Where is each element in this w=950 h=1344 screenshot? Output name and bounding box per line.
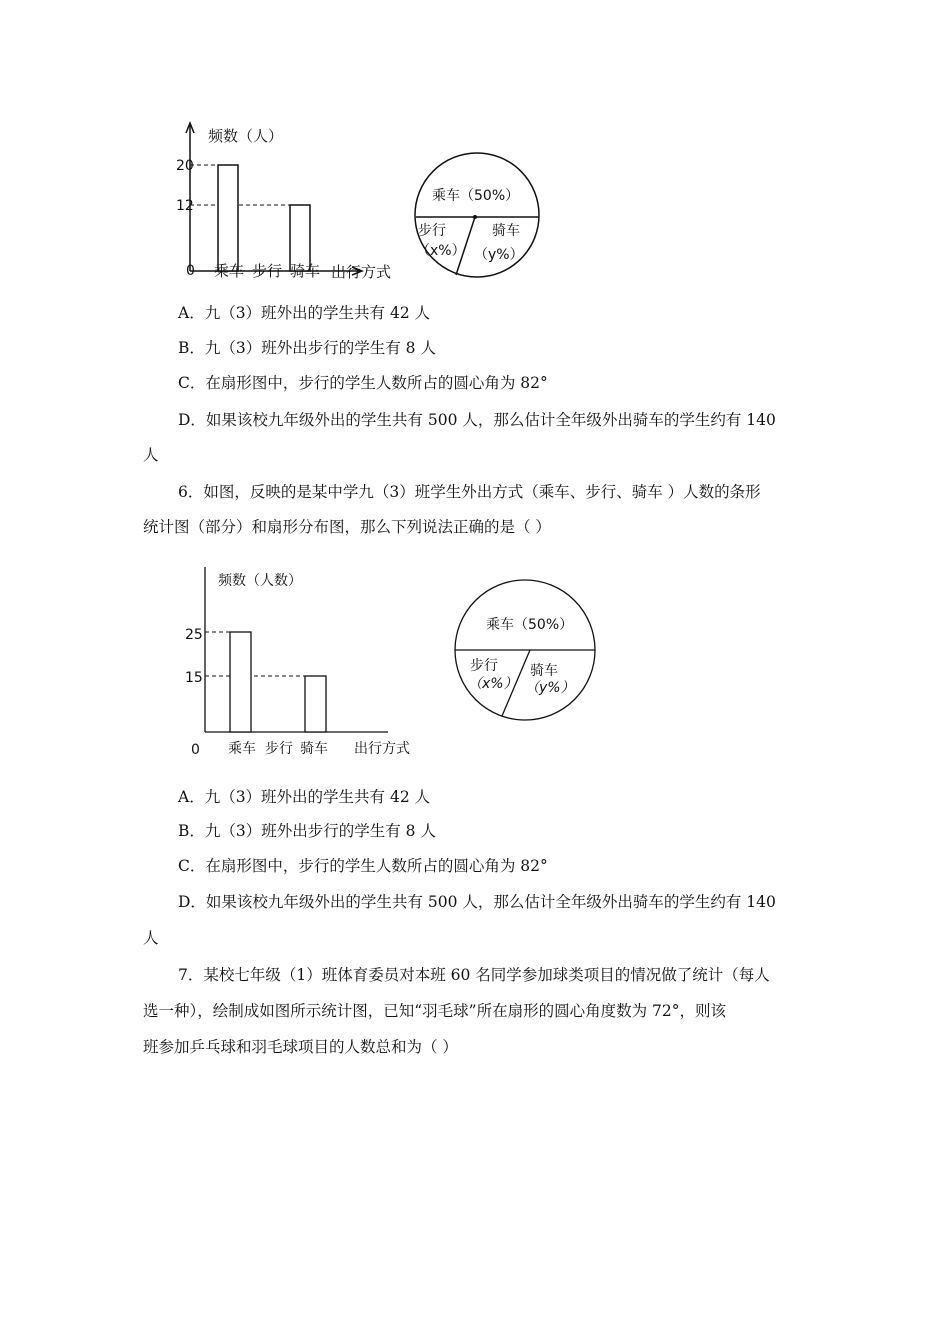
figure1-pie-chart xyxy=(410,145,550,285)
y-tick-25: 25 xyxy=(185,627,203,643)
option-b-2: B．九（3）班外出步行的学生有 8 人 xyxy=(178,822,436,840)
origin-label: 0 xyxy=(191,742,200,758)
figure2-pie-chart xyxy=(450,575,610,735)
y-axis-label: 频数（人数） xyxy=(218,573,302,589)
bar-ride xyxy=(230,632,251,732)
pie-bike-name: 骑车 xyxy=(530,663,558,679)
figure2-bar-chart xyxy=(180,565,430,765)
option-a-2: A．九（3）班外出的学生共有 42 人 xyxy=(178,788,431,806)
pie-ride-label: 乘车（50%） xyxy=(432,188,520,204)
pie-walk-name: 步行 xyxy=(470,658,498,674)
x-cat-ride: 乘车 xyxy=(214,262,245,280)
q7-line2: 选一种），绘制成如图所示统计图，已知“羽毛球”所在扇形的圆心角度数为 72°，则该 xyxy=(143,1002,727,1020)
option-a-1: A．九（3）班外出的学生共有 42 人 xyxy=(178,304,431,322)
x-cat-walk: 步行 xyxy=(252,262,283,280)
option-d-2: D．如果该校九年级外出的学生共有 500 人，那么估计全年级外出骑车的学生约有 140 xyxy=(178,893,776,911)
y-tick-15: 15 xyxy=(185,670,203,686)
y-tick-20: 20 xyxy=(176,158,194,174)
origin-label: 0 xyxy=(186,263,195,279)
q6-line2: 统计图（部分）和扇形分布图，那么下列说法正确的是（ ） xyxy=(143,518,551,536)
q7-line3: 班参加乒乓球和羽毛球项目的人数总和为（ ） xyxy=(143,1038,458,1056)
x-cat-bike: 骑车 xyxy=(290,262,321,280)
x-cat-ride: 乘车 xyxy=(228,741,256,757)
option-c-1: C．在扇形图中，步行的学生人数所占的圆心角为 82° xyxy=(178,374,548,392)
option-d-1-cont: 人 xyxy=(143,446,159,464)
pie-ride-label: 乘车（50%） xyxy=(486,617,574,633)
option-d-1: D．如果该校九年级外出的学生共有 500 人，那么估计全年级外出骑车的学生约有 140 xyxy=(178,411,776,429)
pie-bike-pct: （y%） xyxy=(525,680,575,696)
x-axis-label: 出行方式 xyxy=(354,741,410,757)
x-axis-label: 出行方式 xyxy=(331,263,392,281)
q7-line1: 7．某校七年级（1）班体育委员对本班 60 名同学参加球类项目的情况做了统计（每人 xyxy=(178,966,770,984)
x-cat-bike: 骑车 xyxy=(300,741,328,757)
figure1-bar-chart xyxy=(160,115,410,285)
q6-line1: 6．如图，反映的是某中学九（3）班学生外出方式（乘车、步行、骑车 ）人数的条形 xyxy=(178,483,761,501)
option-c-2: C．在扇形图中，步行的学生人数所占的圆心角为 82° xyxy=(178,857,548,875)
x-cat-walk: 步行 xyxy=(265,741,293,757)
pie-walk-pct: （x%） xyxy=(468,676,518,692)
bar-ride xyxy=(218,165,238,271)
option-b-1: B．九（3）班外出步行的学生有 8 人 xyxy=(178,339,436,357)
pie-center-dot xyxy=(473,215,477,219)
y-axis-label: 频数（人） xyxy=(208,127,284,145)
y-tick-12: 12 xyxy=(176,198,194,214)
pie-walk-pct: （x%） xyxy=(416,243,466,259)
pie-bike-pct: （y%） xyxy=(474,247,524,263)
pie-walk-name: 步行 xyxy=(418,223,446,239)
option-d-2-cont: 人 xyxy=(143,929,159,947)
pie-bike-name: 骑车 xyxy=(492,223,520,239)
bar-bike xyxy=(305,676,326,732)
